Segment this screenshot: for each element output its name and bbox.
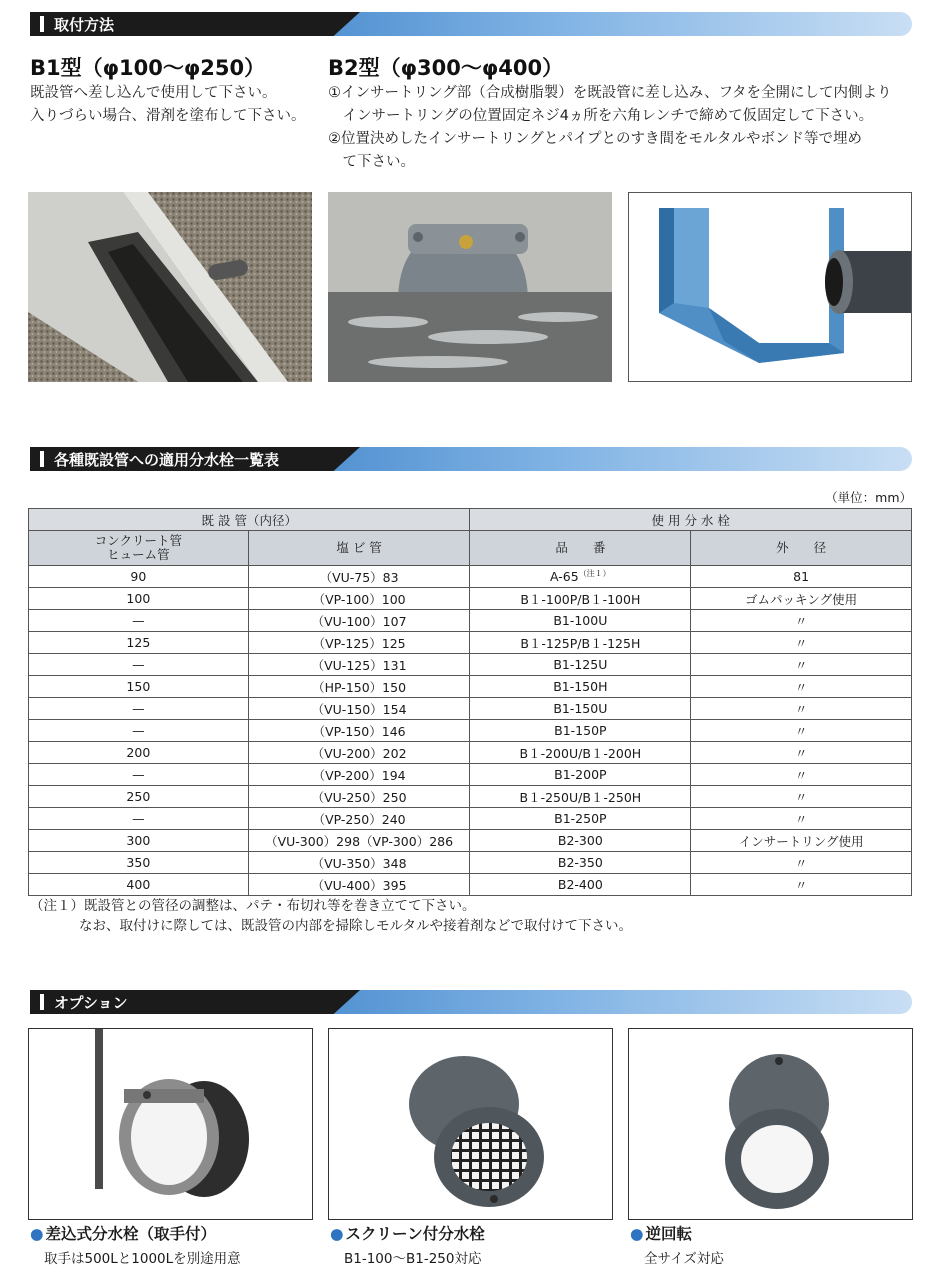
cell-part <box>470 786 691 808</box>
option-sub: B1-100〜B1-250対応 <box>344 1251 482 1267</box>
table-row <box>29 610 912 632</box>
cell-part <box>470 610 691 632</box>
cell-concrete <box>29 698 249 720</box>
option-title-text: スクリーン付分水栓 <box>345 1225 485 1243</box>
cell-pvc-text: （VU-300）298（VP-300）286 <box>265 833 454 849</box>
cell-part <box>470 764 691 786</box>
b1-line: 入りづらい場合、滑剤を塗布して下さい。 <box>30 108 306 124</box>
cell-od <box>691 742 912 764</box>
cell-concrete-text: 100 <box>126 591 151 606</box>
cell-pvc-text: （VP-150）146 <box>312 723 406 739</box>
cell-concrete-text: 250 <box>126 789 151 804</box>
cell-part <box>470 808 691 830</box>
table-row <box>29 676 912 698</box>
option-title <box>30 1222 216 1244</box>
b1-heading: B1型（φ100〜φ250） <box>30 56 266 80</box>
cell-part <box>470 742 691 764</box>
option-sub: 取手は500Lと1000Lを別途用意 <box>44 1251 241 1267</box>
table-row <box>29 588 912 610</box>
table-row <box>29 720 912 742</box>
cell-part <box>470 830 691 852</box>
cell-concrete <box>29 764 249 786</box>
cell-od <box>691 632 912 654</box>
cell-part <box>470 852 691 874</box>
diagram-b2-cross-section <box>628 192 912 382</box>
option-title <box>630 1222 692 1244</box>
cell-concrete-text: 90 <box>130 569 147 584</box>
option-title <box>330 1222 485 1244</box>
section-banner-install <box>30 12 912 36</box>
header-concrete-line: コンクリート管 <box>94 533 182 548</box>
header-concrete-line: ヒューム管 <box>107 547 170 562</box>
cell-part <box>470 654 691 676</box>
cell-part-text: B１-250U/B１-250H <box>519 789 642 805</box>
cell-part <box>470 874 691 896</box>
cell-pvc-text: （VP-125）125 <box>312 635 406 651</box>
b1-text <box>30 82 306 128</box>
cell-concrete-text: — <box>132 723 145 738</box>
cell-od <box>691 588 912 610</box>
cell-pvc <box>248 676 470 698</box>
cell-part-text: B1-100U <box>553 613 608 628</box>
cell-concrete-text: 400 <box>126 877 151 892</box>
cell-part-text: B2-300 <box>557 833 603 848</box>
cell-od <box>691 764 912 786</box>
cell-pvc <box>248 852 470 874</box>
cell-pvc <box>248 830 470 852</box>
table-row <box>29 786 912 808</box>
cell-od-text: 〃 <box>794 613 808 629</box>
table-row <box>29 830 912 852</box>
table-row <box>29 852 912 874</box>
cell-concrete <box>29 874 249 896</box>
cell-concrete-text: 125 <box>126 635 151 650</box>
cell-pvc <box>248 764 470 786</box>
cell-pvc-text: （VU-125）131 <box>311 657 407 673</box>
spec-table <box>28 508 912 896</box>
cell-part-text: B１-200U/B１-200H <box>519 745 642 761</box>
table-subheader-row <box>29 531 912 566</box>
cell-od-text: 〃 <box>794 657 808 673</box>
cell-part-text: A-65 <box>549 569 579 585</box>
cell-concrete <box>29 566 249 588</box>
cell-pvc <box>248 654 470 676</box>
b2-text <box>328 82 892 174</box>
header-concrete <box>29 531 249 566</box>
table-row <box>29 874 912 896</box>
option-photo-insert <box>28 1028 313 1220</box>
cell-concrete <box>29 588 249 610</box>
bullet-icon: ● <box>630 1225 644 1243</box>
cell-part-text: B2-400 <box>557 877 603 892</box>
cell-pvc <box>248 632 470 654</box>
option-title-text: 逆回転 <box>645 1225 693 1243</box>
header-valve: 使 用 分 水 栓 <box>470 509 912 531</box>
cell-pvc <box>248 588 470 610</box>
option-photo-screen <box>328 1028 613 1220</box>
banner-title: 各種既設管への適用分水栓一覧表 <box>54 451 280 469</box>
cell-od-text: 〃 <box>794 877 808 893</box>
cell-pvc-text: （VP-250）240 <box>312 811 406 827</box>
cell-od-text: 〃 <box>794 789 808 805</box>
cell-part-text: B1-250P <box>554 811 607 826</box>
cell-od-text: 81 <box>793 569 810 584</box>
cell-concrete <box>29 852 249 874</box>
cell-part-text: B1-150H <box>553 679 608 694</box>
cell-od <box>691 830 912 852</box>
cell-pvc <box>248 566 470 588</box>
table-row <box>29 742 912 764</box>
cell-pvc <box>248 874 470 896</box>
table-note-2: なお、取付けに際しては、既設管の内部を掃除しモルタルや接着剤などで取付けて下さい。 <box>79 918 632 934</box>
cell-concrete <box>29 720 249 742</box>
cell-pvc <box>248 610 470 632</box>
option-title-text: 差込式分水栓（取手付） <box>45 1225 217 1243</box>
cell-pvc-text: （VU-150）154 <box>311 701 407 717</box>
cell-concrete <box>29 676 249 698</box>
header-pvc: 塩 ビ 管 <box>248 531 470 566</box>
cell-od-text: 〃 <box>794 767 808 783</box>
cell-pvc-text: （VU-350）348 <box>311 855 407 871</box>
cell-concrete-text: 300 <box>126 833 151 848</box>
cell-concrete-text: 350 <box>126 855 151 870</box>
b2-line: ①インサートリング部（合成樹脂製）を既設管に差し込み、フタを全開にして内側より <box>328 85 892 101</box>
banner-title: オプション <box>54 994 128 1012</box>
cell-od <box>691 808 912 830</box>
b2-line: インサートリングの位置固定ネジ4ヵ所を六角レンチで締めて仮固定して下さい。 <box>328 108 874 124</box>
table-row <box>29 698 912 720</box>
cell-concrete <box>29 654 249 676</box>
b2-heading: B2型（φ300〜φ400） <box>328 56 564 80</box>
section-banner-table <box>30 447 912 471</box>
cell-pvc-text: （VP-100）100 <box>312 591 406 607</box>
cell-od <box>691 720 912 742</box>
header-part-number: 品 番 <box>470 531 691 566</box>
cell-pvc-text: （VU-250）250 <box>311 789 407 805</box>
cell-pvc <box>248 786 470 808</box>
unit-label: （単位：mm） <box>825 490 912 505</box>
cell-concrete <box>29 808 249 830</box>
cell-pvc <box>248 698 470 720</box>
cell-part <box>470 720 691 742</box>
b1-line: 既設管へ差し込んで使用して下さい。 <box>30 85 277 101</box>
cell-part <box>470 676 691 698</box>
cell-part-text: B１-125P/B１-125H <box>520 635 641 651</box>
cell-pvc-text: （HP-150）150 <box>312 679 407 695</box>
cell-part-text: B1-150P <box>554 723 607 738</box>
cell-od-text: 〃 <box>794 811 808 827</box>
cell-pvc-text: （VU-200）202 <box>311 745 407 761</box>
cell-pvc-text: （VU-400）395 <box>311 877 407 893</box>
cell-od <box>691 654 912 676</box>
cell-od-text: 〃 <box>794 723 808 739</box>
table-row <box>29 632 912 654</box>
cell-od-text: 〃 <box>794 855 808 871</box>
cell-concrete <box>29 632 249 654</box>
table-note-1: （注１）既設管との管径の調整は、パテ・布切れ等を巻き立てて下さい。 <box>30 898 476 914</box>
cell-od <box>691 610 912 632</box>
header-existing-pipe: 既 設 管（内径） <box>29 509 470 531</box>
photo-b1-install <box>28 192 312 382</box>
cell-pvc-text: （VP-200）194 <box>312 767 406 783</box>
cell-od-text: インサートリング使用 <box>738 833 864 849</box>
section-banner-options <box>30 990 912 1014</box>
cell-pvc-text: （VU-100）107 <box>311 613 407 629</box>
cell-od <box>691 566 912 588</box>
cell-concrete <box>29 830 249 852</box>
cell-pvc-text: （VU-75）83 <box>319 569 399 585</box>
cell-part <box>470 588 691 610</box>
b2-line: ②位置決めしたインサートリングとパイプとのすき間をモルタルやボンド等で埋め <box>328 131 862 147</box>
cell-concrete-text: 150 <box>126 679 151 694</box>
cell-od-text: 〃 <box>794 745 808 761</box>
cell-part <box>470 698 691 720</box>
cell-od <box>691 874 912 896</box>
cell-pvc <box>248 742 470 764</box>
cell-od <box>691 786 912 808</box>
cell-part-text: B1-200P <box>554 767 607 782</box>
cell-part-text: B2-350 <box>557 855 603 870</box>
cell-concrete <box>29 786 249 808</box>
table-row <box>29 566 912 588</box>
cell-concrete-text: 200 <box>126 745 151 760</box>
bullet-icon: ● <box>30 1225 44 1243</box>
cell-concrete <box>29 610 249 632</box>
cell-od <box>691 852 912 874</box>
table-row <box>29 808 912 830</box>
cell-od-text: 〃 <box>794 635 808 651</box>
cell-part-text: B１-100P/B１-100H <box>520 591 641 607</box>
cell-od <box>691 698 912 720</box>
cell-part-text: B1-125U <box>553 657 608 672</box>
cell-od-text: ゴムパッキング使用 <box>745 591 858 607</box>
option-sub: 全サイズ対応 <box>644 1251 724 1267</box>
option-photo-reverse <box>628 1028 913 1220</box>
cell-concrete-text: — <box>132 657 145 672</box>
banner-title: 取付方法 <box>54 16 115 34</box>
cell-od-text: 〃 <box>794 679 808 695</box>
note-marker: （注１） <box>578 569 611 579</box>
table-row <box>29 764 912 786</box>
cell-concrete-text: — <box>132 701 145 716</box>
bullet-icon: ● <box>330 1225 344 1243</box>
header-outer-diameter: 外 径 <box>691 531 912 566</box>
cell-concrete-text: — <box>132 613 145 628</box>
b2-line: て下さい。 <box>328 154 415 170</box>
cell-concrete <box>29 742 249 764</box>
cell-od-text: 〃 <box>794 701 808 717</box>
table-header-row <box>29 509 912 531</box>
cell-part <box>470 632 691 654</box>
cell-part-text: B1-150U <box>553 701 608 716</box>
cell-od <box>691 676 912 698</box>
table-row <box>29 654 912 676</box>
photo-b2-install <box>328 192 612 382</box>
cell-concrete-text: — <box>132 767 145 782</box>
cell-pvc <box>248 720 470 742</box>
cell-part <box>470 566 691 588</box>
cell-concrete-text: — <box>132 811 145 826</box>
cell-pvc <box>248 808 470 830</box>
